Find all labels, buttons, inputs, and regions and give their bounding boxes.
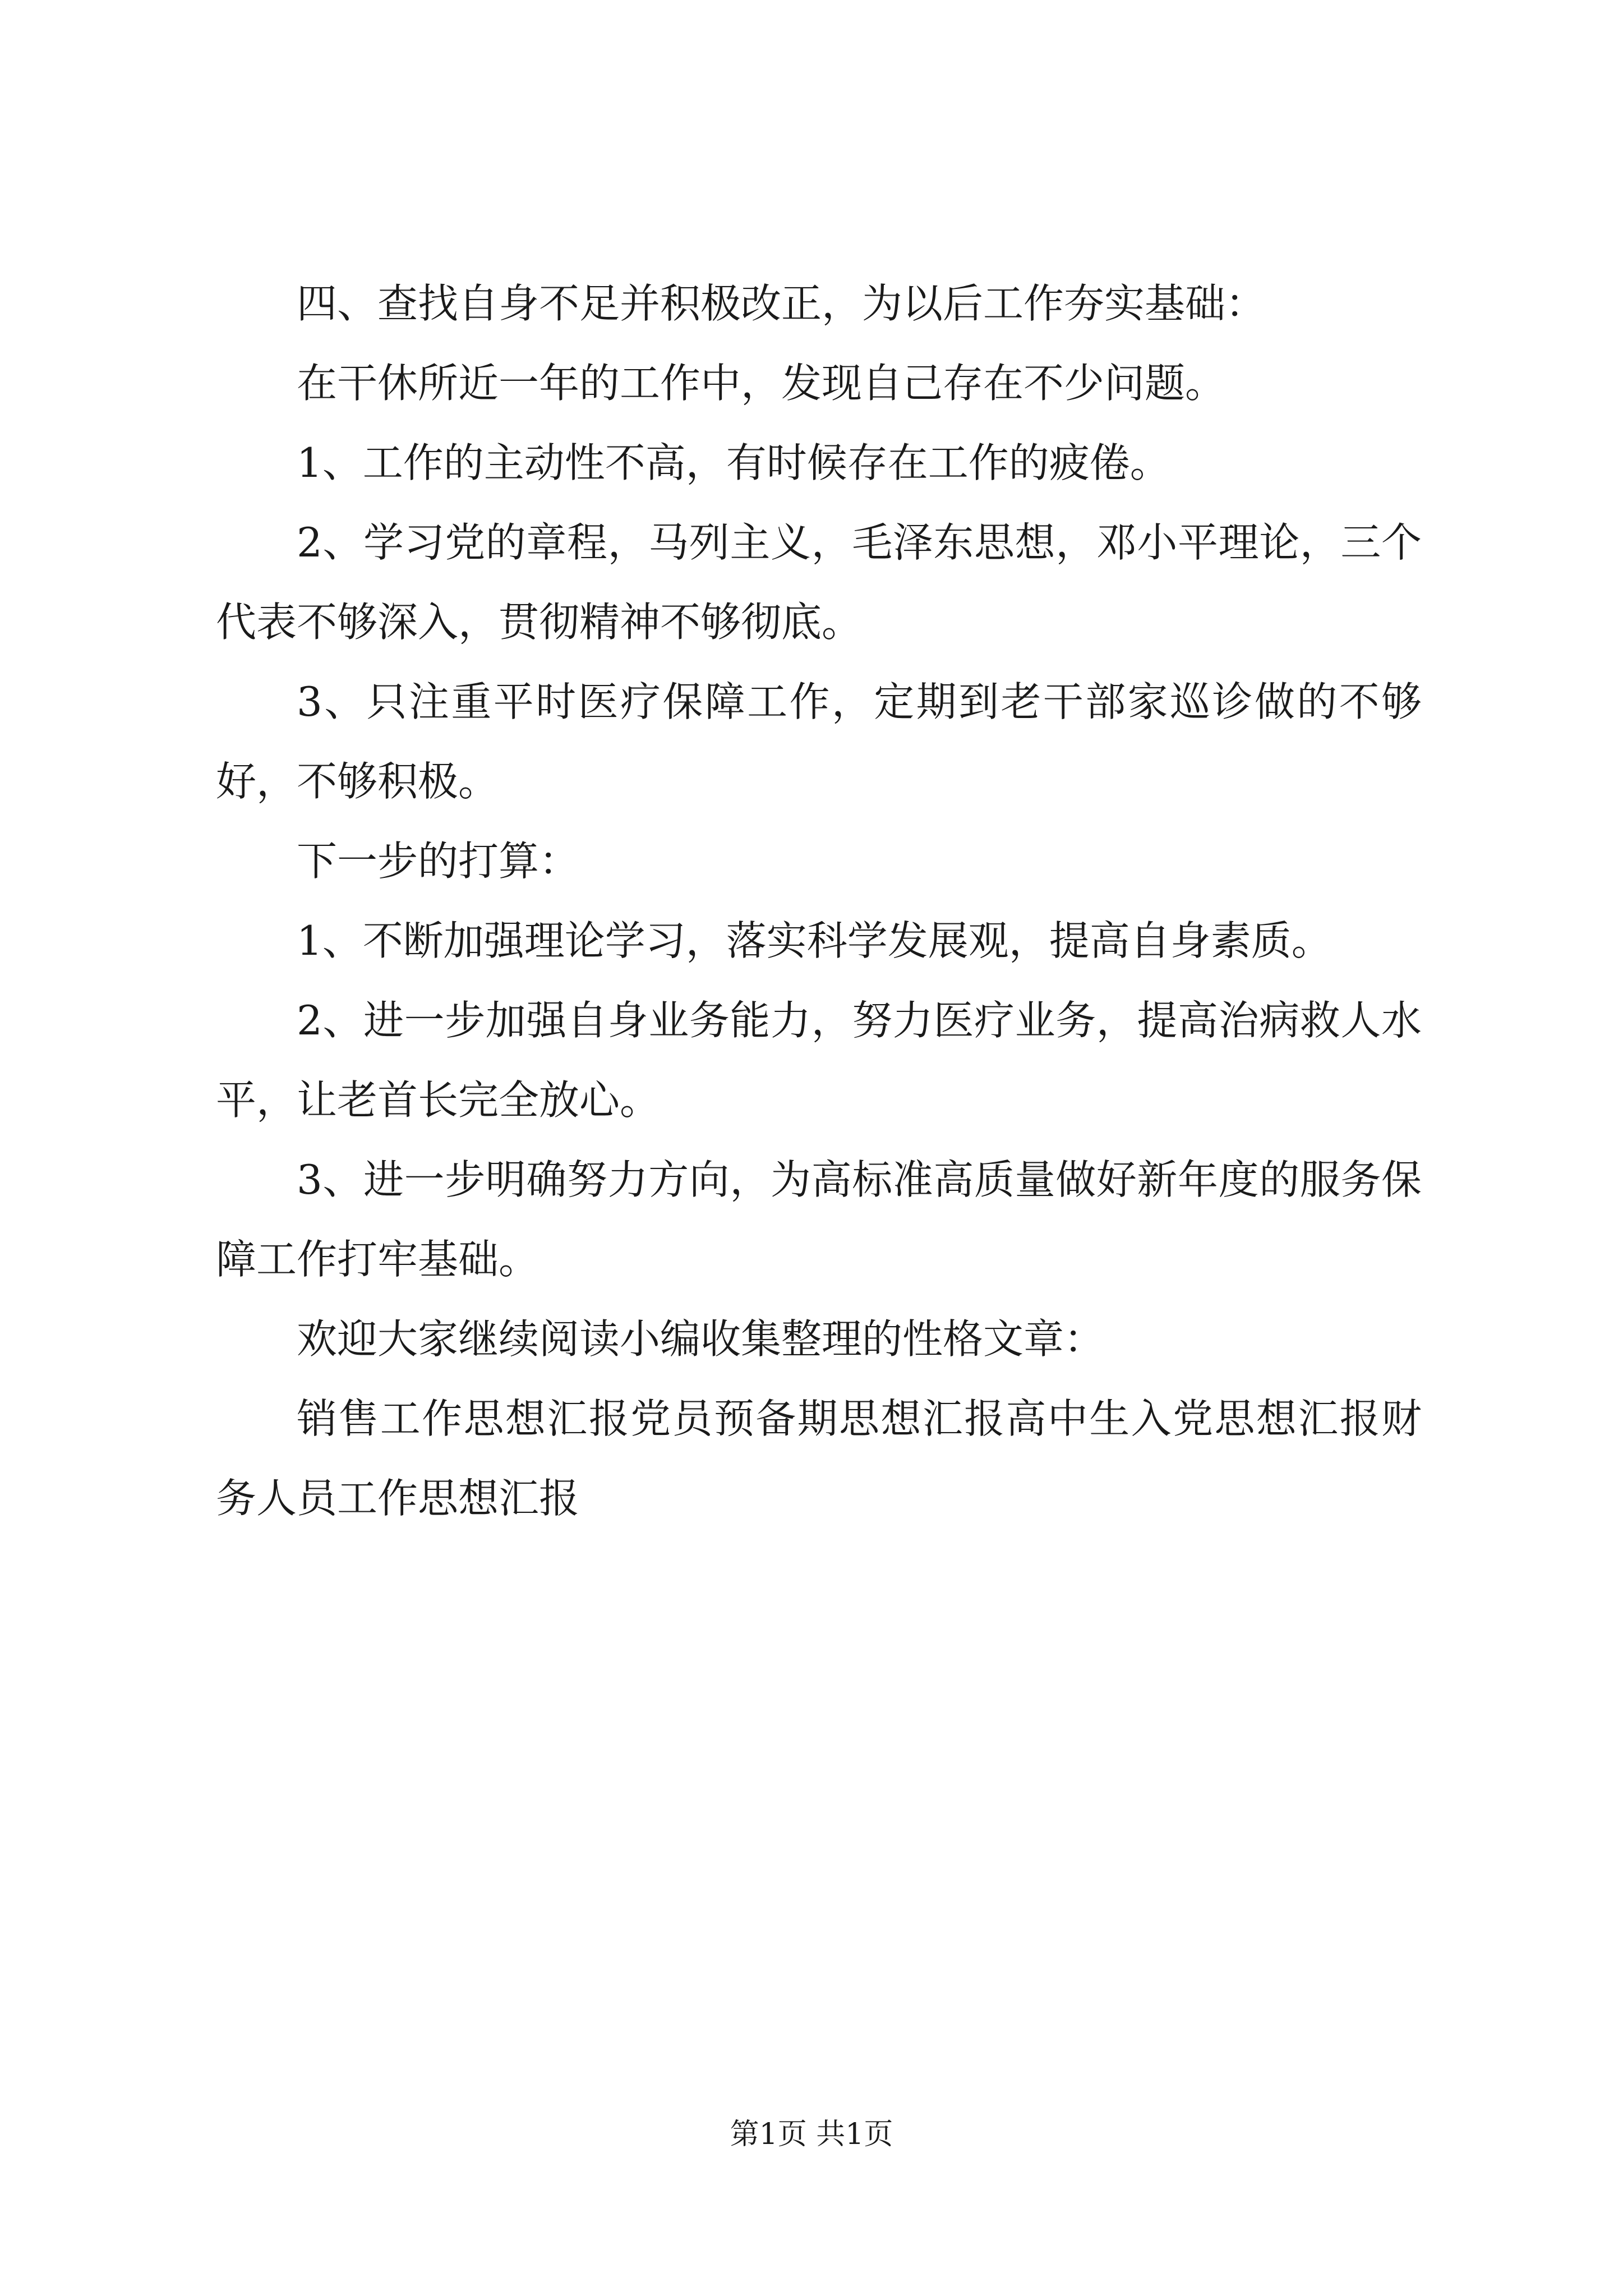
- plan-item-2: 2、进一步加强自身业务能力，努力医疗业务，提高治病救人水平，让老首长完全放心。: [216, 997, 1422, 1124]
- paragraph-intro: 在干休所近一年的工作中，发现自己存在不少问题。: [297, 360, 1226, 407]
- problem-item-1: 1、工作的主动性不高，有时候存在工作的疲倦。: [297, 439, 1170, 486]
- page-number-footer: 第1页 共1页: [730, 2118, 893, 2151]
- problem-item-3: 3、只注重平时医疗保障工作，定期到老干部家巡诊做的不够好，不够积极。: [216, 678, 1422, 805]
- related-articles-intro: 欢迎大家继续阅读小编收集整理的性格文章：: [297, 1315, 1105, 1363]
- section-heading-four: 四、查找自身不足并积极改正，为以后工作夯实基础：: [297, 280, 1266, 327]
- next-steps-heading: 下一步的打算：: [297, 838, 580, 885]
- plan-item-1: 1、不断加强理论学习，落实科学发展观，提高自身素质。: [297, 917, 1332, 964]
- problem-item-2: 2、学习党的章程，马列主义，毛泽东思想，邓小平理论，三个代表不够深入，贯彻精神不够彻底。: [216, 519, 1422, 646]
- document-body: [216, 264, 1422, 1538]
- related-articles-list: 销售工作思想汇报党员预备期思想汇报高中生入党思想汇报财务人员工作思想汇报: [216, 1395, 1422, 1522]
- plan-item-3: 3、进一步明确努力方向，为高标准高质量做好新年度的服务保障工作打牢基础。: [216, 1156, 1422, 1283]
